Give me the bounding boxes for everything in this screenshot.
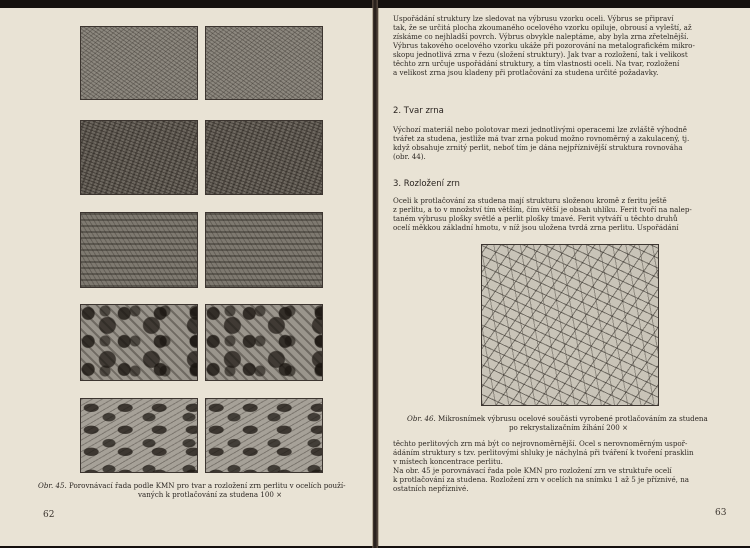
paragraph-4-line: těchto perlitových zrn má být co nejrovnoměrnější. Ocel s nerovnoměrným uspoř- bbox=[393, 439, 688, 448]
figure-46-caption-line2: po rekrystalizačním žíhání 200 × bbox=[509, 423, 629, 432]
paragraph-1-line: Uspořádání struktury lze sledovat na výbrusu vzorku oceli. Výbrus se připraví bbox=[393, 14, 674, 23]
micrograph-3 bbox=[80, 120, 198, 195]
paragraph-2-line: (obr. 44). bbox=[393, 152, 426, 161]
paragraph-4-line: k protlačování za studena. Rozložení zrn v ocelích na snímku 1 až 5 je příznivé, na bbox=[393, 475, 689, 484]
paragraph-1-line: skopu jednotlivá zrna v řezu (složení struktury). Jak tvar a rozložení, tak i velikost bbox=[393, 50, 688, 59]
figure-45-label: Obr. 45. bbox=[38, 481, 67, 490]
right-page bbox=[378, 8, 750, 546]
micrograph-4 bbox=[205, 120, 323, 195]
paragraph-4-line: ostatních nepříznivé. bbox=[393, 484, 469, 493]
figure-46-caption bbox=[407, 414, 737, 432]
section-heading-rozlozeni-zrn: 3. Rozložení zrn bbox=[393, 179, 460, 189]
paragraph-1-line: a velikost zrna jsou kladeny při protlačování za studena určité požadavky. bbox=[393, 68, 659, 77]
paragraph-4-line: v místech koncentrace perlitu. bbox=[393, 457, 503, 466]
paragraph-2-line: když obsahuje zrnitý perlit, neboť tím je dána nejpříznivější struktura rovnováha bbox=[393, 143, 683, 152]
page-number-right: 63 bbox=[715, 508, 727, 518]
micrograph-7 bbox=[80, 304, 198, 381]
figure-46-label: Obr. 46. bbox=[407, 414, 436, 423]
paragraph-3-line: Oceli k protlačování za studena mají strukturu složenou kromě z feritu ještě bbox=[393, 196, 667, 205]
paragraph-2 bbox=[393, 125, 736, 161]
paragraph-2-line: Výchozí materiál nebo polotovar mezi jednotlivými operacemi lze zvláště výhodně bbox=[393, 125, 687, 134]
micrograph-9 bbox=[80, 398, 198, 473]
figure-45-caption-line1: Porovnávací řada podle KMN pro tvar a rozložení zrn perlitu v ocelích použí- bbox=[69, 481, 346, 490]
figure-45-caption bbox=[38, 481, 368, 499]
section-heading-tvar-zrna: 2. Tvar zrna bbox=[393, 106, 444, 116]
left-page bbox=[0, 8, 373, 546]
paragraph-3-line: taném výbrusu plošky světlé a perlit plošky tmavé. Ferit vytváří u těchto druhů bbox=[393, 214, 678, 223]
micrograph-1 bbox=[80, 26, 198, 100]
paragraph-1 bbox=[393, 14, 736, 77]
paragraph-3-line: ocelí měkkou základní hmotu, v níž jsou uložena tvrdá zrna perlitu. Uspořádání bbox=[393, 223, 679, 232]
paragraph-4-line: ádáním struktury s tzv. perlitovými shluky je náchylná při tváření k tvoření prasklin bbox=[393, 448, 694, 457]
paragraph-3 bbox=[393, 196, 736, 232]
micrograph-figure-46 bbox=[481, 244, 659, 406]
paragraph-1-line: tak, že se určitá plocha zkoumaného ocelového vzorku opiluje, obrousí a vyleští, až bbox=[393, 23, 692, 32]
paragraph-3-line: z perlitu, a to v množství tím větším, čím větší je obsah uhlíku. Ferit tvoří na nalep- bbox=[393, 205, 692, 214]
figure-45-caption-line2: vaných k protlačování za studena 100 × bbox=[138, 490, 283, 499]
micrograph-5 bbox=[80, 212, 198, 288]
figure-46-caption-line1: Mikrosnímek výbrusu ocelové součásti vyrobené protlačováním za studena bbox=[438, 414, 708, 423]
paragraph-1-line: Výbrus takového ocelového vzorku ukáže při pozorování na metalografickém mikro- bbox=[393, 41, 695, 50]
paragraph-1-line: těchto zrn určuje uspořádání struktury, a tím vlastnosti oceli. Na tvar, rozložení bbox=[393, 59, 680, 68]
paragraph-4-line: Na obr. 45 je porovnávací řada pole KMN pro rozložení zrn ve struktuře ocelí bbox=[393, 466, 672, 475]
paragraph-1-line: získáme co nejhladší povrch. Výbrus obvykle naleptáme, aby byla zrna zřetelnější. bbox=[393, 32, 689, 41]
micrograph-6 bbox=[205, 212, 323, 288]
micrograph-10 bbox=[205, 398, 323, 473]
micrograph-8 bbox=[205, 304, 323, 381]
micrograph-2 bbox=[205, 26, 323, 100]
page-number-left: 62 bbox=[43, 510, 55, 520]
paragraph-4 bbox=[393, 439, 736, 493]
paragraph-2-line: tvářet za studena, jestliže má tvar zrna pokud možno rovnoměrný a zakulacený, tj. bbox=[393, 134, 690, 143]
